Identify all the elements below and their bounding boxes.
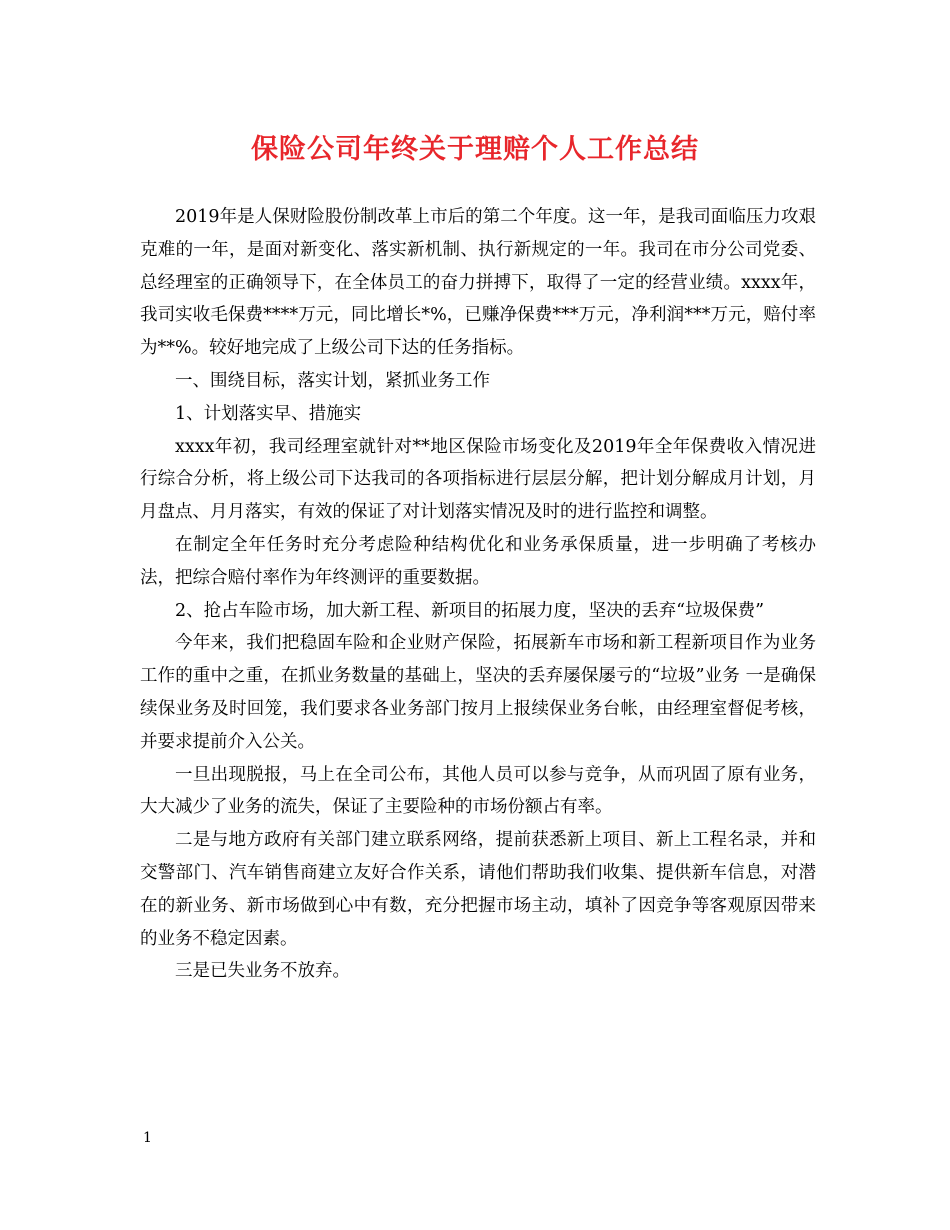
paragraph: 二是与地方政府有关部门建立联系网络，提前获悉新上项目、新上工程名录，并和交警部门、汽车销售商建立友好合作关系，请他们帮助我们收集、提供新车信息，对潜在的新业务、新市场做到心中有数，充分把握市场主动，填补了因竞争等客观原因带来的业务不稳定因素。: [140, 830, 816, 949]
subsection-heading-1: 1、计划落实早、措施实: [175, 403, 362, 424]
paragraph: 三是已失业务不放弃。: [175, 961, 350, 982]
section-heading-1: 一、围绕目标，落实计划，紧抓业务工作: [175, 370, 490, 391]
paragraph: 一旦出现脱报，马上在全司公布，其他人员可以参与竞争，从而巩固了原有业务，大大减少了业务的流失，保证了主要险种的市场份额占有率。: [140, 764, 816, 818]
page-number: 1: [143, 1130, 152, 1146]
document-title: 保险公司年终关于理赔个人工作总结: [251, 134, 699, 165]
paragraph: 在制定全年任务时充分考虑险种结构优化和业务承保质量，进一步明确了考核办法，把综合赔付率作为年终测评的重要数据。: [140, 534, 816, 588]
paragraph: xxxx年初，我司经理室就针对**地区保险市场变化及2019年全年保费收入情况进行综合分析，将上级公司下达我司的各项指标进行层层分解，把计划分解成月计划，月月盘点、月月落实，有效的保证了对计划落实情况及时的进行监控和调整。: [140, 436, 816, 523]
paragraph-intro: 2019年是人保财险股份制改革上市后的第二个年度。这一年，是我司面临压力攻艰克难的一年，是面对新变化、落实新机制、执行新规定的一年。我司在市分公司党委、总经理室的正确领导下，在全体员工的奋力拼搏下，取得了一定的经营业绩。xxxx年，我司实收毛保费****万元，同比增长*%，已赚净保费***万元，净利润***万元，赔付率为**%。较好地完成了上级公司下达的任务指标。: [140, 207, 816, 359]
document-body: [140, 201, 816, 988]
paragraph: 今年来，我们把稳固车险和企业财产保险，拓展新车市场和新工程新项目作为业务工作的重中之重，在抓业务数量的基础上，坚决的丢弃屡保屡亏的“垃圾”业务 一是确保续保业务及时回笼，我们要求各业务部门按月上报续保业务台帐，由经理室督促考核，并要求提前介入公关。: [140, 633, 816, 752]
subsection-heading-2: 2、抢占车险市场，加大新工程、新项目的拓展力度，坚决的丢弃“垃圾保费”: [175, 600, 765, 621]
